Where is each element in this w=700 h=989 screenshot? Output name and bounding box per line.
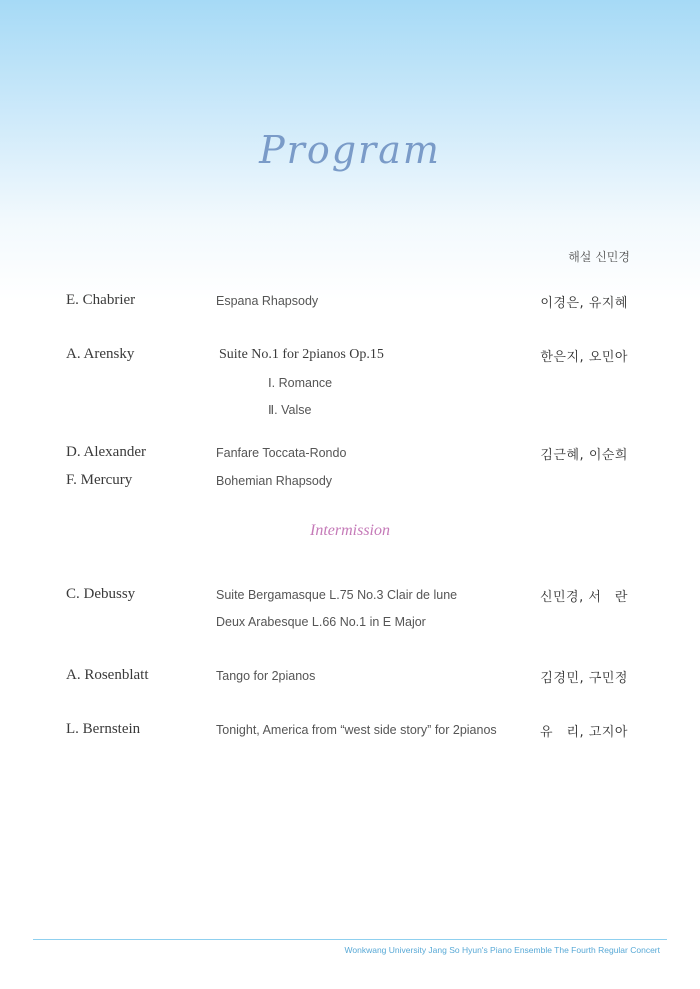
performers: 신민경, 서 란 [539,590,628,605]
work-title: Fanfare Toccata-Rondo [216,446,347,460]
work-title: Tango for 2pianos [216,669,316,683]
performers: 김경민, 구민정 [540,671,628,686]
composer-name: C. Debussy [66,586,136,602]
work-title: Suite No.1 for 2pianos Op.15 [219,347,384,362]
performers: 이경은, 유지혜 [540,296,628,311]
performers: 유 리, 고지아 [539,725,628,740]
work-title: Bohemian Rhapsody [216,474,333,488]
composer-name: A. Arensky [66,346,135,362]
composer-name: D. Alexander [66,444,146,460]
performers: 한은지, 오민아 [540,350,628,365]
footer-caption: Wonkwang University Jang So Hyun's Piano Ensemble The Fourth Regular Concert [344,945,660,955]
work-title: Suite Bergamasque L.75 No.3 Clair de lune [216,588,458,602]
work-title: Tonight, America from “west side story” for 2pianos [216,723,497,737]
movement-title: Ⅰ. Romance [268,376,333,390]
movement-title: Ⅱ. Valse [268,403,312,417]
composer-name: A. Rosenblatt [66,667,149,683]
commentary-credit: 해설 신민경 [568,250,630,264]
composer-name: E. Chabrier [66,292,136,308]
work-title: Espana Rhapsody [216,294,319,308]
page-title: Program [259,128,441,172]
performers: 김근혜, 이순희 [540,448,628,463]
intermission-label: Intermission [310,522,390,539]
footer-divider [33,939,667,940]
composer-name: F. Mercury [66,472,133,488]
work-title-second: Deux Arabesque L.66 No.1 in E Major [216,615,426,629]
composer-name: L. Bernstein [66,721,141,737]
